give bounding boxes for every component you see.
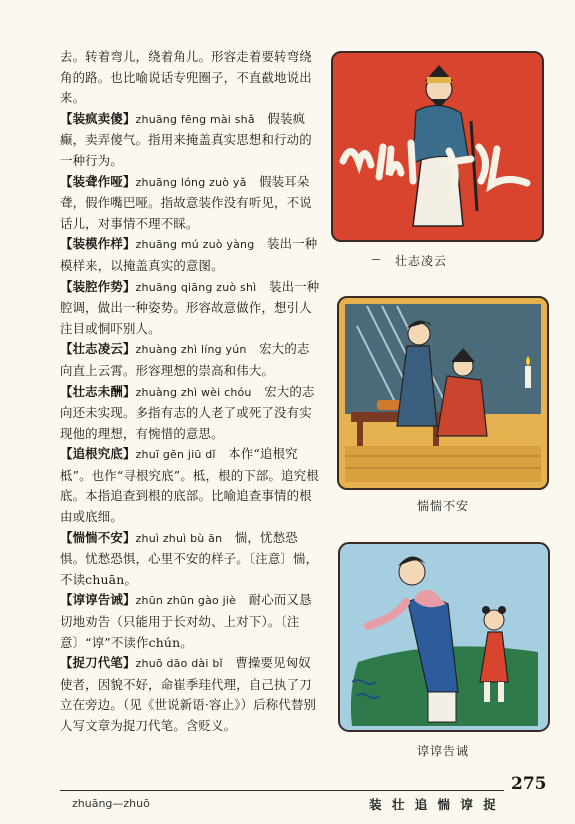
dictionary-entry <box>60 382 322 445</box>
entry-definition: 装出一种模样来，以掩盖真实的意图。 <box>60 236 318 273</box>
entry-list <box>60 109 322 737</box>
entry-headword: 【追根究底】 <box>60 446 136 462</box>
calligraphy-text: 山河人我逸 <box>331 51 336 52</box>
entry-pinyin: zhuì zhuì bù ān <box>135 531 223 545</box>
footer-head-chars: 装 壮 追 惴 谆 捉 <box>369 797 499 812</box>
dictionary-entry <box>60 109 322 172</box>
entry-pinyin: zhūn zhūn gào jiè <box>135 594 237 608</box>
footer-rule <box>60 790 504 791</box>
dictionary-entry <box>60 172 322 235</box>
entry-headword: 【壮志未酬】 <box>60 383 136 399</box>
dictionary-entry <box>60 339 322 381</box>
entry-pinyin: zhuāng lóng zuò yǎ <box>135 175 247 189</box>
footer-pinyin-range: zhuāng—zhuō <box>72 797 150 810</box>
dictionary-entry <box>60 234 322 276</box>
entry-pinyin: zhuī gēn jiū dǐ <box>135 448 216 462</box>
entry-definition: 耐心而又恳切地劝告（只能用于长对幼、上对下）。〔注意〕“谆”不读作chún。 <box>60 592 312 650</box>
caption-3: 谆谆告诫 <box>417 744 470 758</box>
entry-headword: 【壮志凌云】 <box>60 341 136 357</box>
dictionary-entry <box>60 277 322 340</box>
entry-pinyin: zhuàng zhì líng yún <box>135 343 247 357</box>
page-number: 275 <box>511 774 547 794</box>
entry-pinyin: zhuō dāo dài bǐ <box>135 657 223 671</box>
entry-definition: 本作“追根究柢”。也作“寻根究底”。柢，根的下部。追究根底。本指追查到根的底部。比喻追查事情的根由或底细。 <box>60 446 319 525</box>
entry-pinyin: zhuàng zhì wèi chóu <box>135 385 252 399</box>
caption-2: 惴惴不安 <box>417 499 470 513</box>
entry-headword: 【惴惴不安】 <box>60 529 136 545</box>
entry-definition: 假装疯癫，卖弄傻气。指用来掩盖真实思想和行动的一种行为。 <box>60 110 312 168</box>
caption-1: 壮志凌云 <box>395 254 448 268</box>
entry-definition: 宏大的志向还未实现。多指有志的人老了或死了没有实现他的理想，有惋惜的意思。 <box>60 383 315 441</box>
entry-pinyin: zhuāng fēng mài shǎ <box>135 112 255 126</box>
entry-headword: 【装腔作势】 <box>60 278 136 294</box>
caption-dash <box>372 259 380 260</box>
illustration-zhun-zhun-gao-jie <box>338 542 550 732</box>
dictionary-entry <box>60 444 322 527</box>
entry-definition: 装出一种腔调，做出一种姿势。形容故意做作，想引人注目或恫吓别人。 <box>60 278 320 336</box>
entry-definition: 宏大的志向直上云霄。形容理想的崇高和伟大。 <box>60 341 310 378</box>
entry-headword: 【谆谆告诫】 <box>60 592 136 608</box>
illustration-zhuang-zhi-ling-yun <box>331 51 544 242</box>
dictionary-entry <box>60 528 322 591</box>
entry-pinyin: zhuāng qiāng zuò shì <box>135 280 257 294</box>
illustration-zhui-zhui-bu-an <box>337 296 549 490</box>
entry-definition: 曹操要见匈奴使者，因貌不好，命崔季珪代理，自己执了刀立在旁边。（见《世说新语·容止》）后称代替别人写文章为捉刀代笔。含贬义。 <box>60 655 317 733</box>
entry-headword: 【装疯卖傻】 <box>60 110 136 126</box>
entry-pinyin: zhuāng mú zuò yàng <box>135 238 255 252</box>
dictionary-entry <box>60 590 322 653</box>
intro-text: 去。转着弯儿，绕着角儿。形容走着要转弯绕角的路。也比喻说话专兜圈子，不直截地说出来。 <box>60 49 312 106</box>
entry-headword: 【捉刀代笔】 <box>60 655 136 671</box>
entry-headword: 【装聋作哑】 <box>60 173 136 189</box>
entry-definition: 惴，忧愁恐惧。忧愁恐惧，心里不安的样子。〔注意〕惴，不读chuān。 <box>60 529 319 587</box>
dictionary-entry <box>60 653 322 736</box>
entry-headword: 【装模作样】 <box>60 236 136 252</box>
text-column <box>60 47 322 737</box>
entry-definition: 假装耳朵聋，假作嘴巴哑。指故意装作没有听见，不说话儿，对事情不理不睬。 <box>60 173 312 231</box>
